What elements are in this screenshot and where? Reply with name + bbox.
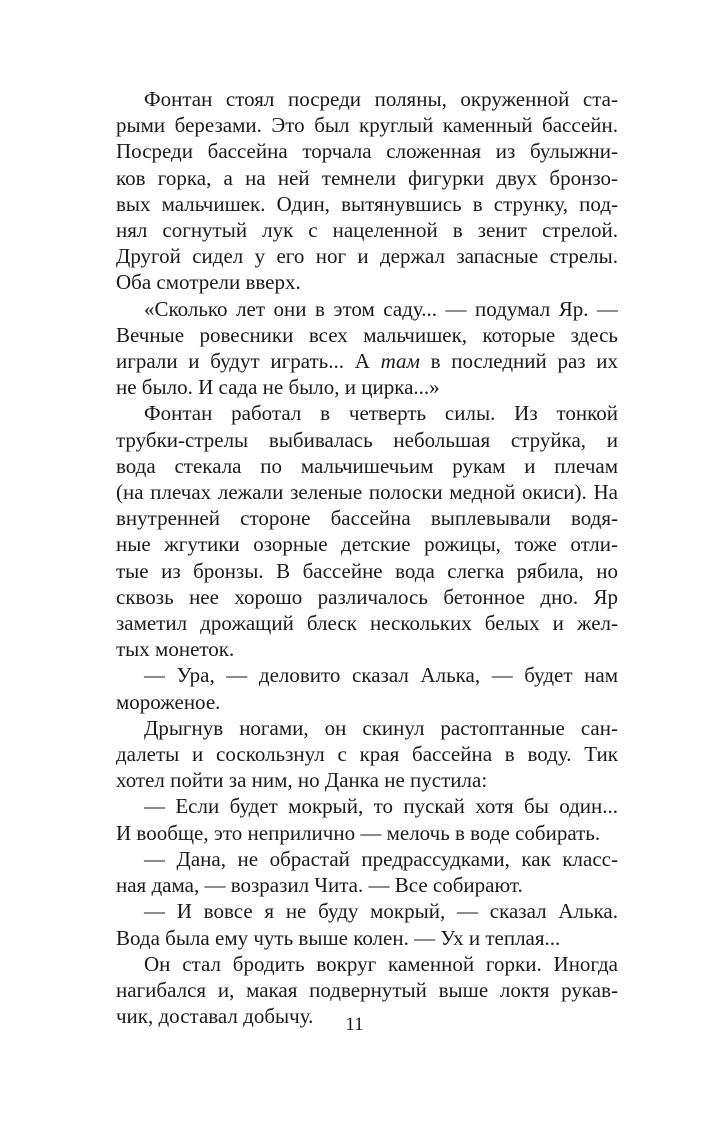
text-line: — Ура, — деловито сказал Алька, — будет нам [144, 663, 618, 688]
paragraph-2 [88, 296, 618, 401]
italic-word: там [380, 349, 420, 374]
text-line: заметил дрожащий блеск нескольких белых и жел- [116, 611, 618, 636]
text-line: трубки-стрелы выбивалась небольшая струйка, и [116, 427, 618, 452]
paragraph-7 [88, 846, 618, 898]
text-fragment: в последний раз их [430, 349, 618, 374]
text-line: чик, доставал добычу. [116, 1004, 314, 1029]
text-line: И вообще, это неприлично — мелочь в воде собирать. [116, 820, 601, 845]
page-number: 11 [345, 1014, 364, 1035]
text-line: Он стал бродить вокруг каменной горки. Иногда [144, 951, 618, 976]
text-line: не было. И сада не было, и цирка...» [116, 375, 440, 400]
text-line: ков горка, а на ней темнели фигурки двух бронзо- [116, 165, 618, 190]
text-line: Оба смотрели вверх. [116, 270, 301, 295]
text-line: Вода была ему чуть выше колен. — Ух и теплая... [116, 925, 561, 950]
paragraph-8 [88, 898, 618, 950]
text-line: Посреди бассейна торчала сложенная из булыжни- [116, 139, 618, 164]
text-line: сквозь нее хорошо различалось бетонное дно. Яр [116, 584, 618, 609]
text-line: далеты и соскользнул с края бассейна в воду. Тик [116, 742, 618, 767]
text-fragment: играли и будут играть... А [116, 349, 381, 374]
page-body [88, 86, 618, 1029]
text-line: — Дана, не обрастай предрассудками, как класс- [144, 846, 618, 871]
text-line: Дрыгнув ногами, он скинул растоптанные сан- [144, 715, 618, 740]
text-line: тых монеток. [116, 637, 235, 662]
text-line: мороженое. [116, 689, 221, 714]
text-line: Вечные ровесники всех мальчишек, которые здесь [116, 322, 618, 347]
text-line: — И вовсе я не буду мокрый, — сказал Алька. [144, 899, 618, 924]
text-line: вода стекала по мальчишечьим рукам и плечам [116, 453, 618, 478]
text-line: (на плечах лежали зеленые полоски медной окиси). На [116, 480, 618, 505]
text-line [88, 348, 618, 374]
text-line: нял согнутый лук с нацеленной в зенит стрелой. [116, 218, 618, 243]
text-line: ная дама, — возразил Чита. — Все собирают. [116, 873, 523, 898]
text-line: Фонтан работал в четверть силы. Из тонкой [144, 401, 618, 426]
paragraph-4 [88, 662, 618, 714]
text-line: хотел пойти за ним, но Данка не пустила: [116, 768, 488, 793]
text-line: нагибался и, макая подвернутый выше локтя рукав- [116, 977, 618, 1002]
text-line: — Если будет мокрый, то пускай хотя бы один... [144, 794, 618, 819]
paragraph-6 [88, 793, 618, 845]
text-line: «Сколько лет они в этом саду... — подумал Яр. — [144, 296, 618, 321]
text-line: внутренней стороне бассейна выплевывали водя- [116, 506, 618, 531]
text-line: рыми березами. Это был круглый каменный бассейн. [116, 113, 618, 138]
paragraph-5 [88, 715, 618, 794]
text-line: вых мальчишек. Один, вытянувшись в струнку, под- [116, 191, 618, 216]
text-line: Другой сидел у его ног и держал запасные стрелы. [116, 244, 618, 269]
text-line: ные жгутики озорные детские рожицы, тоже отли- [116, 532, 618, 557]
paragraph-3 [88, 400, 618, 662]
paragraph-1 [88, 86, 618, 296]
text-line: Фонтан стоял посреди поляны, окруженной ста- [144, 87, 618, 111]
text-line: тые из бронзы. В бассейне вода слегка рябила, но [116, 558, 618, 583]
